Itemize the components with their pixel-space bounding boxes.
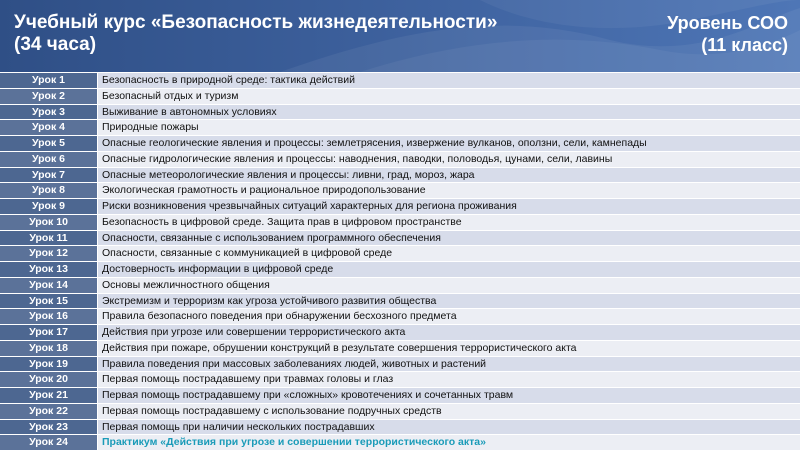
lesson-topic: Первая помощь пострадавшему с использование подручных средств bbox=[98, 404, 800, 419]
lesson-topic: Основы межличностного общения bbox=[98, 278, 800, 293]
table-row bbox=[0, 136, 800, 152]
lesson-topic: Практикум «Действия при угрозе и совершении террористического акта» bbox=[98, 435, 800, 450]
table-row bbox=[0, 89, 800, 105]
lesson-number: Урок 10 bbox=[0, 215, 98, 230]
page-title bbox=[14, 12, 497, 56]
lesson-topic: Безопасность в природной среде: тактика действий bbox=[98, 73, 800, 88]
lesson-topic: Выживание в автономных условиях bbox=[98, 105, 800, 120]
table-row bbox=[0, 215, 800, 231]
lesson-topic: Риски возникновения чрезвычайных ситуаций характерных для региона проживания bbox=[98, 199, 800, 214]
table-row bbox=[0, 435, 800, 450]
lesson-number: Урок 4 bbox=[0, 120, 98, 135]
lesson-number: Урок 22 bbox=[0, 404, 98, 419]
lesson-number: Урок 5 bbox=[0, 136, 98, 151]
table-row bbox=[0, 262, 800, 278]
table-row bbox=[0, 294, 800, 310]
lesson-number: Урок 19 bbox=[0, 357, 98, 372]
table-row bbox=[0, 420, 800, 436]
lesson-number: Урок 18 bbox=[0, 341, 98, 356]
table-row bbox=[0, 309, 800, 325]
title-line-1: Учебный курс «Безопасность жизнедеятельности» bbox=[14, 12, 498, 33]
lesson-topic: Опасности, связанные с использованием программного обеспечения bbox=[98, 231, 800, 246]
lesson-topic: Безопасность в цифровой среде. Защита прав в цифровом пространстве bbox=[98, 215, 800, 230]
table-row bbox=[0, 120, 800, 136]
level-line-1: Уровень СОО bbox=[667, 13, 788, 33]
table-row bbox=[0, 105, 800, 121]
table-row bbox=[0, 388, 800, 404]
lesson-topic: Действия при угрозе или совершении террористического акта bbox=[98, 325, 800, 340]
lesson-number: Урок 7 bbox=[0, 168, 98, 183]
lesson-number: Урок 3 bbox=[0, 105, 98, 120]
table-row bbox=[0, 325, 800, 341]
level-label bbox=[667, 12, 788, 56]
lesson-topic: Первая помощь при наличии нескольких пострадавших bbox=[98, 420, 800, 435]
lesson-number: Урок 8 bbox=[0, 183, 98, 198]
lesson-topic: Опасные гидрологические явления и процессы: наводнения, паводки, половодья, цунами, сели, лавины bbox=[98, 152, 800, 167]
lesson-number: Урок 21 bbox=[0, 388, 98, 403]
table-row bbox=[0, 199, 800, 215]
table-row bbox=[0, 372, 800, 388]
lesson-number: Урок 1 bbox=[0, 73, 98, 88]
lesson-number: Урок 24 bbox=[0, 435, 98, 450]
lesson-topic: Опасные метеорологические явления и процессы: ливни, град, мороз, жара bbox=[98, 168, 800, 183]
lesson-number: Урок 17 bbox=[0, 325, 98, 340]
lesson-number: Урок 15 bbox=[0, 294, 98, 309]
lesson-number: Урок 14 bbox=[0, 278, 98, 293]
lesson-topic: Правила безопасного поведения при обнаружении бесхозного предмета bbox=[98, 309, 800, 324]
lesson-topic: Природные пожары bbox=[98, 120, 800, 135]
lesson-number: Урок 6 bbox=[0, 152, 98, 167]
table-row bbox=[0, 152, 800, 168]
level-line-2: (11 класс) bbox=[701, 35, 788, 55]
lesson-number: Урок 13 bbox=[0, 262, 98, 277]
lesson-topic: Опасные геологические явления и процессы: землетрясения, извержение вулканов, оползни, сели, камнепады bbox=[98, 136, 800, 151]
table-row bbox=[0, 404, 800, 420]
lesson-number: Урок 23 bbox=[0, 420, 98, 435]
lesson-topic: Экологическая грамотность и рациональное природопользование bbox=[98, 183, 800, 198]
table-row bbox=[0, 341, 800, 357]
header-banner bbox=[0, 0, 800, 72]
lesson-number: Урок 16 bbox=[0, 309, 98, 324]
lesson-number: Урок 9 bbox=[0, 199, 98, 214]
table-row bbox=[0, 231, 800, 247]
lesson-topic: Первая помощь пострадавшему при «сложных» кровотечениях и сочетанных травм bbox=[98, 388, 800, 403]
lesson-topic: Опасности, связанные с коммуникацией в цифровой среде bbox=[98, 246, 800, 261]
lesson-topic: Действия при пожаре, обрушении конструкций в результате совершения террористического акта bbox=[98, 341, 800, 356]
lesson-number: Урок 11 bbox=[0, 231, 98, 246]
table-row bbox=[0, 246, 800, 262]
lesson-topic: Правила поведения при массовых заболеваниях людей, животных и растений bbox=[98, 357, 800, 372]
table-row bbox=[0, 168, 800, 184]
lesson-topic: Безопасный отдых и туризм bbox=[98, 89, 800, 104]
lessons-table bbox=[0, 72, 800, 450]
table-row bbox=[0, 278, 800, 294]
lesson-topic: Первая помощь пострадавшему при травмах головы и глаз bbox=[98, 372, 800, 387]
table-row bbox=[0, 73, 800, 89]
lesson-number: Урок 20 bbox=[0, 372, 98, 387]
lesson-topic: Достоверность информации в цифровой среде bbox=[98, 262, 800, 277]
lesson-number: Урок 12 bbox=[0, 246, 98, 261]
table-row bbox=[0, 183, 800, 199]
lesson-number: Урок 2 bbox=[0, 89, 98, 104]
title-line-2: (34 часа) bbox=[14, 34, 97, 55]
lesson-topic: Экстремизм и терроризм как угроза устойчивого развития общества bbox=[98, 294, 800, 309]
table-row bbox=[0, 357, 800, 373]
